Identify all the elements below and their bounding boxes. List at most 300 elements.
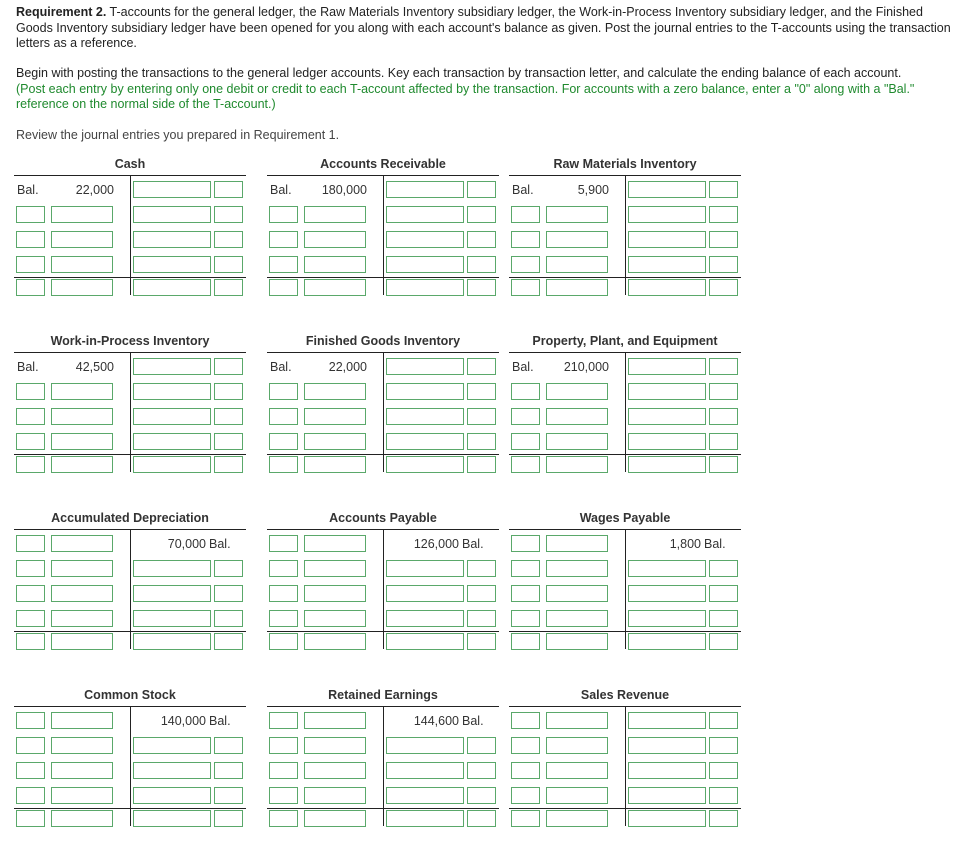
credit-key-input[interactable] bbox=[709, 383, 738, 400]
credit-key-input[interactable] bbox=[709, 610, 738, 627]
debit-key-input[interactable] bbox=[269, 633, 298, 650]
debit-amount-input[interactable] bbox=[546, 408, 608, 425]
debit-key-input[interactable] bbox=[269, 712, 298, 729]
credit-key-input[interactable] bbox=[467, 456, 496, 473]
debit-key-input[interactable] bbox=[511, 231, 540, 248]
credit-key-input[interactable] bbox=[709, 787, 738, 804]
credit-amount-input[interactable] bbox=[386, 383, 464, 400]
debit-amount-input[interactable] bbox=[51, 810, 113, 827]
debit-key-input[interactable] bbox=[269, 585, 298, 602]
debit-key-input[interactable] bbox=[269, 231, 298, 248]
t-account-row bbox=[14, 358, 246, 377]
credit-amount-input[interactable] bbox=[386, 633, 464, 650]
review-instruction: Review the journal entries you prepared in Requirement 1. bbox=[16, 128, 340, 142]
debit-key-input[interactable] bbox=[511, 610, 540, 627]
t-account bbox=[509, 511, 741, 661]
credit-amount-input[interactable] bbox=[133, 408, 211, 425]
credit-key-input[interactable] bbox=[709, 206, 738, 223]
credit-amount-input[interactable] bbox=[133, 456, 211, 473]
credit-amount-input[interactable] bbox=[628, 633, 706, 650]
debit-amount-input[interactable] bbox=[51, 433, 113, 450]
debit-amount-input[interactable] bbox=[546, 206, 608, 223]
credit-key-input[interactable] bbox=[467, 610, 496, 627]
debit-amount-input[interactable] bbox=[546, 231, 608, 248]
debit-amount-input[interactable] bbox=[304, 433, 366, 450]
debit-key-input[interactable] bbox=[511, 585, 540, 602]
debit-key-input[interactable] bbox=[269, 256, 298, 273]
balance-label: Bal. bbox=[462, 714, 484, 728]
t-account-total-rule bbox=[509, 631, 741, 632]
debit-amount-input[interactable] bbox=[546, 762, 608, 779]
t-account-row bbox=[509, 610, 741, 629]
t-account-row bbox=[14, 712, 246, 731]
debit-key-input[interactable] bbox=[16, 762, 45, 779]
debit-key-input[interactable] bbox=[511, 787, 540, 804]
t-account-row bbox=[267, 433, 499, 452]
credit-amount-input[interactable] bbox=[386, 456, 464, 473]
t-account-row bbox=[509, 456, 741, 475]
t-account-row bbox=[509, 787, 741, 806]
debit-key-input[interactable] bbox=[511, 206, 540, 223]
t-account-row bbox=[509, 737, 741, 756]
debit-amount-input[interactable] bbox=[304, 810, 366, 827]
credit-amount-input[interactable] bbox=[133, 231, 211, 248]
balance-label: Bal. bbox=[17, 360, 39, 374]
credit-key-input[interactable] bbox=[214, 762, 243, 779]
t-account-title: Cash bbox=[114, 157, 146, 171]
t-account-row bbox=[267, 787, 499, 806]
credit-amount-input[interactable] bbox=[386, 256, 464, 273]
debit-amount-input[interactable] bbox=[304, 787, 366, 804]
debit-amount-input[interactable] bbox=[304, 408, 366, 425]
credit-amount-input[interactable] bbox=[133, 358, 211, 375]
t-account-row bbox=[267, 737, 499, 756]
t-account bbox=[509, 688, 741, 838]
debit-amount-input[interactable] bbox=[546, 383, 608, 400]
debit-key-input[interactable] bbox=[16, 787, 45, 804]
t-account bbox=[14, 334, 246, 484]
credit-key-input[interactable] bbox=[214, 358, 243, 375]
credit-key-input[interactable] bbox=[214, 408, 243, 425]
t-account-row bbox=[267, 585, 499, 604]
debit-amount-input[interactable] bbox=[304, 610, 366, 627]
debit-amount-input[interactable] bbox=[546, 456, 608, 473]
credit-key-input[interactable] bbox=[709, 231, 738, 248]
debit-amount-input[interactable] bbox=[304, 231, 366, 248]
t-account-row bbox=[267, 408, 499, 427]
credit-amount-input[interactable] bbox=[386, 787, 464, 804]
debit-key-input[interactable] bbox=[269, 810, 298, 827]
t-account-row bbox=[509, 181, 741, 200]
debit-amount-input[interactable] bbox=[51, 206, 113, 223]
credit-amount-input[interactable] bbox=[628, 787, 706, 804]
debit-amount-input[interactable] bbox=[304, 456, 366, 473]
requirement-label: Requirement 2. bbox=[16, 5, 107, 19]
requirement-body: T-accounts for the general ledger, the Raw Materials Inventory subsidiary ledger, the Work-in-Process Inventory subsidiary ledger, and the Finished Goods Inventory subsidiary ledger have been opened for you along with each account's balance as given. Post the journal entries to the T-accounts using the transaction letters as a reference. bbox=[16, 5, 951, 50]
t-account-title: Sales Revenue bbox=[580, 688, 670, 702]
t-account-total-rule bbox=[509, 808, 741, 809]
credit-key-input[interactable] bbox=[467, 810, 496, 827]
credit-key-input[interactable] bbox=[467, 762, 496, 779]
t-account-row bbox=[14, 256, 246, 275]
t-account-title: Accounts Payable bbox=[329, 511, 437, 525]
credit-key-input[interactable] bbox=[709, 585, 738, 602]
debit-key-input[interactable] bbox=[269, 383, 298, 400]
t-account-total-rule bbox=[14, 808, 246, 809]
t-account-row bbox=[14, 206, 246, 225]
t-account-total-rule bbox=[267, 454, 499, 455]
debit-amount-input[interactable] bbox=[51, 408, 113, 425]
t-account-row bbox=[509, 256, 741, 275]
debit-key-input[interactable] bbox=[16, 206, 45, 223]
credit-amount-input[interactable] bbox=[386, 610, 464, 627]
debit-amount-input[interactable] bbox=[51, 456, 113, 473]
credit-amount-input[interactable] bbox=[628, 279, 706, 296]
t-account bbox=[509, 334, 741, 484]
credit-key-input[interactable] bbox=[214, 610, 243, 627]
credit-key-input[interactable] bbox=[467, 231, 496, 248]
debit-key-input[interactable] bbox=[269, 535, 298, 552]
t-account-row bbox=[267, 206, 499, 225]
credit-amount-input[interactable] bbox=[386, 279, 464, 296]
credit-amount-input[interactable] bbox=[628, 712, 706, 729]
debit-amount-input[interactable] bbox=[51, 737, 113, 754]
credit-key-input[interactable] bbox=[214, 787, 243, 804]
credit-key-input[interactable] bbox=[214, 206, 243, 223]
t-account bbox=[267, 511, 499, 661]
credit-amount-input[interactable] bbox=[133, 560, 211, 577]
debit-amount-input[interactable] bbox=[546, 610, 608, 627]
balance-label: Bal. bbox=[270, 360, 292, 374]
credit-key-input[interactable] bbox=[214, 456, 243, 473]
debit-amount-input[interactable] bbox=[304, 383, 366, 400]
credit-amount-input[interactable] bbox=[386, 181, 464, 198]
debit-key-input[interactable] bbox=[16, 712, 45, 729]
t-account-row bbox=[267, 810, 499, 829]
credit-amount-input[interactable] bbox=[386, 810, 464, 827]
credit-amount-input[interactable] bbox=[133, 737, 211, 754]
credit-key-input[interactable] bbox=[214, 279, 243, 296]
credit-amount-input[interactable] bbox=[133, 633, 211, 650]
credit-amount-input[interactable] bbox=[628, 383, 706, 400]
debit-key-input[interactable] bbox=[511, 433, 540, 450]
credit-amount-input[interactable] bbox=[133, 279, 211, 296]
credit-key-input[interactable] bbox=[467, 206, 496, 223]
balance-label: Bal. bbox=[512, 360, 534, 374]
t-account-row bbox=[509, 585, 741, 604]
debit-key-input[interactable] bbox=[16, 279, 45, 296]
credit-key-input[interactable] bbox=[467, 433, 496, 450]
debit-amount-input[interactable] bbox=[304, 279, 366, 296]
debit-key-input[interactable] bbox=[511, 810, 540, 827]
credit-key-input[interactable] bbox=[467, 408, 496, 425]
debit-amount-input[interactable] bbox=[546, 560, 608, 577]
credit-key-input[interactable] bbox=[709, 256, 738, 273]
debit-amount-input[interactable] bbox=[51, 787, 113, 804]
credit-amount-input[interactable] bbox=[133, 383, 211, 400]
debit-amount-input[interactable] bbox=[51, 256, 113, 273]
debit-key-input[interactable] bbox=[16, 231, 45, 248]
credit-key-input[interactable] bbox=[709, 408, 738, 425]
debit-key-input[interactable] bbox=[269, 456, 298, 473]
credit-key-input[interactable] bbox=[214, 383, 243, 400]
debit-key-input[interactable] bbox=[16, 408, 45, 425]
credit-key-input[interactable] bbox=[214, 181, 243, 198]
debit-amount-input[interactable] bbox=[51, 762, 113, 779]
t-account-row bbox=[14, 560, 246, 579]
debit-key-input[interactable] bbox=[16, 810, 45, 827]
debit-amount-input[interactable] bbox=[51, 712, 113, 729]
credit-key-input[interactable] bbox=[467, 737, 496, 754]
t-account bbox=[267, 157, 499, 307]
credit-key-input[interactable] bbox=[709, 633, 738, 650]
debit-key-input[interactable] bbox=[269, 762, 298, 779]
credit-amount-input[interactable] bbox=[628, 810, 706, 827]
debit-amount-input[interactable] bbox=[51, 560, 113, 577]
credit-key-input[interactable] bbox=[467, 383, 496, 400]
t-account-row bbox=[14, 633, 246, 652]
credit-amount-input[interactable] bbox=[386, 206, 464, 223]
debit-amount-input[interactable] bbox=[546, 712, 608, 729]
debit-key-input[interactable] bbox=[16, 560, 45, 577]
debit-key-input[interactable] bbox=[16, 633, 45, 650]
debit-amount-input[interactable] bbox=[51, 535, 113, 552]
credit-amount-input[interactable] bbox=[133, 206, 211, 223]
balance-value: 126,000 bbox=[413, 537, 459, 551]
debit-key-input[interactable] bbox=[511, 279, 540, 296]
debit-amount-input[interactable] bbox=[304, 633, 366, 650]
debit-amount-input[interactable] bbox=[304, 762, 366, 779]
t-account-row bbox=[509, 560, 741, 579]
credit-amount-input[interactable] bbox=[628, 610, 706, 627]
credit-key-input[interactable] bbox=[214, 560, 243, 577]
credit-amount-input[interactable] bbox=[386, 231, 464, 248]
debit-amount-input[interactable] bbox=[51, 610, 113, 627]
t-account-row bbox=[509, 358, 741, 377]
credit-key-input[interactable] bbox=[467, 256, 496, 273]
t-account-row bbox=[267, 762, 499, 781]
t-account-row bbox=[267, 181, 499, 200]
credit-key-input[interactable] bbox=[709, 810, 738, 827]
balance-value: 42,500 bbox=[75, 360, 114, 374]
posting-note: (Post each entry by entering only one debit or credit to each T-account affected by the transaction. For accounts with a zero balance, enter a "0" along with a "Bal." reference on the normal side of the T-account.) bbox=[16, 81, 915, 111]
credit-key-input[interactable] bbox=[709, 181, 738, 198]
t-account-row bbox=[14, 279, 246, 298]
credit-amount-input[interactable] bbox=[386, 560, 464, 577]
debit-amount-input[interactable] bbox=[304, 712, 366, 729]
t-account-row bbox=[267, 358, 499, 377]
debit-amount-input[interactable] bbox=[51, 633, 113, 650]
t-account-row bbox=[509, 231, 741, 250]
credit-key-input[interactable] bbox=[709, 712, 738, 729]
debit-amount-input[interactable] bbox=[51, 585, 113, 602]
credit-key-input[interactable] bbox=[467, 585, 496, 602]
credit-amount-input[interactable] bbox=[386, 762, 464, 779]
debit-key-input[interactable] bbox=[511, 408, 540, 425]
debit-amount-input[interactable] bbox=[304, 535, 366, 552]
t-account-row bbox=[267, 456, 499, 475]
t-account-row bbox=[267, 256, 499, 275]
debit-amount-input[interactable] bbox=[546, 433, 608, 450]
credit-key-input[interactable] bbox=[214, 737, 243, 754]
credit-key-input[interactable] bbox=[709, 762, 738, 779]
begin-text: Begin with posting the transactions to the general ledger accounts. Key each transaction by transaction letter, and calculate the ending balance of each account. bbox=[16, 66, 902, 80]
debit-key-input[interactable] bbox=[511, 737, 540, 754]
debit-key-input[interactable] bbox=[269, 787, 298, 804]
credit-amount-input[interactable] bbox=[628, 585, 706, 602]
debit-key-input[interactable] bbox=[269, 206, 298, 223]
balance-label: Bal. bbox=[17, 183, 39, 197]
credit-amount-input[interactable] bbox=[628, 456, 706, 473]
debit-amount-input[interactable] bbox=[304, 737, 366, 754]
credit-key-input[interactable] bbox=[709, 737, 738, 754]
credit-key-input[interactable] bbox=[709, 456, 738, 473]
t-account-row bbox=[14, 610, 246, 629]
credit-amount-input[interactable] bbox=[628, 408, 706, 425]
credit-key-input[interactable] bbox=[467, 279, 496, 296]
t-account-row bbox=[267, 231, 499, 250]
credit-amount-input[interactable] bbox=[133, 610, 211, 627]
t-account-row bbox=[267, 633, 499, 652]
debit-amount-input[interactable] bbox=[304, 206, 366, 223]
debit-amount-input[interactable] bbox=[304, 256, 366, 273]
debit-key-input[interactable] bbox=[16, 585, 45, 602]
credit-amount-input[interactable] bbox=[133, 181, 211, 198]
credit-amount-input[interactable] bbox=[133, 256, 211, 273]
t-account-title: Accumulated Depreciation bbox=[51, 511, 209, 525]
t-account-row bbox=[14, 181, 246, 200]
credit-key-input[interactable] bbox=[467, 633, 496, 650]
t-account bbox=[267, 688, 499, 838]
credit-amount-input[interactable] bbox=[386, 585, 464, 602]
t-account-row bbox=[14, 456, 246, 475]
debit-key-input[interactable] bbox=[16, 737, 45, 754]
debit-amount-input[interactable] bbox=[546, 535, 608, 552]
credit-amount-input[interactable] bbox=[628, 433, 706, 450]
debit-amount-input[interactable] bbox=[51, 279, 113, 296]
debit-amount-input[interactable] bbox=[546, 787, 608, 804]
credit-amount-input[interactable] bbox=[133, 585, 211, 602]
balance-label: Bal. bbox=[209, 537, 231, 551]
credit-amount-input[interactable] bbox=[386, 408, 464, 425]
credit-key-input[interactable] bbox=[214, 585, 243, 602]
credit-amount-input[interactable] bbox=[628, 762, 706, 779]
debit-amount-input[interactable] bbox=[304, 585, 366, 602]
t-account-row bbox=[509, 433, 741, 452]
debit-amount-input[interactable] bbox=[546, 585, 608, 602]
credit-amount-input[interactable] bbox=[133, 433, 211, 450]
credit-amount-input[interactable] bbox=[133, 787, 211, 804]
credit-key-input[interactable] bbox=[467, 560, 496, 577]
debit-amount-input[interactable] bbox=[304, 560, 366, 577]
credit-key-input[interactable] bbox=[709, 560, 738, 577]
credit-key-input[interactable] bbox=[214, 256, 243, 273]
debit-key-input[interactable] bbox=[16, 256, 45, 273]
debit-key-input[interactable] bbox=[511, 633, 540, 650]
debit-amount-input[interactable] bbox=[51, 383, 113, 400]
credit-key-input[interactable] bbox=[709, 433, 738, 450]
credit-key-input[interactable] bbox=[467, 787, 496, 804]
debit-key-input[interactable] bbox=[511, 560, 540, 577]
credit-key-input[interactable] bbox=[467, 181, 496, 198]
debit-key-input[interactable] bbox=[511, 456, 540, 473]
debit-key-input[interactable] bbox=[511, 535, 540, 552]
credit-amount-input[interactable] bbox=[628, 737, 706, 754]
credit-amount-input[interactable] bbox=[386, 737, 464, 754]
credit-key-input[interactable] bbox=[709, 279, 738, 296]
debit-amount-input[interactable] bbox=[546, 737, 608, 754]
credit-amount-input[interactable] bbox=[628, 256, 706, 273]
debit-amount-input[interactable] bbox=[546, 810, 608, 827]
debit-key-input[interactable] bbox=[511, 383, 540, 400]
t-account-row bbox=[267, 712, 499, 731]
credit-key-input[interactable] bbox=[214, 433, 243, 450]
t-account-row bbox=[267, 610, 499, 629]
balance-value: 5,900 bbox=[577, 183, 609, 197]
t-account-total-rule bbox=[267, 808, 499, 809]
debit-amount-input[interactable] bbox=[546, 633, 608, 650]
credit-key-input[interactable] bbox=[214, 810, 243, 827]
debit-key-input[interactable] bbox=[269, 737, 298, 754]
t-account-row bbox=[509, 279, 741, 298]
credit-amount-input[interactable] bbox=[628, 231, 706, 248]
credit-amount-input[interactable] bbox=[628, 206, 706, 223]
debit-amount-input[interactable] bbox=[546, 279, 608, 296]
t-account-row bbox=[14, 383, 246, 402]
debit-key-input[interactable] bbox=[511, 712, 540, 729]
t-account-row bbox=[14, 737, 246, 756]
balance-value: 70,000 bbox=[167, 537, 206, 551]
t-account-row bbox=[267, 383, 499, 402]
credit-key-input[interactable] bbox=[467, 358, 496, 375]
credit-amount-input[interactable] bbox=[386, 358, 464, 375]
credit-amount-input[interactable] bbox=[386, 433, 464, 450]
t-account bbox=[14, 157, 246, 307]
debit-key-input[interactable] bbox=[269, 279, 298, 296]
t-account bbox=[509, 157, 741, 307]
credit-key-input[interactable] bbox=[214, 231, 243, 248]
debit-key-input[interactable] bbox=[16, 383, 45, 400]
credit-amount-input[interactable] bbox=[628, 560, 706, 577]
balance-label: Bal. bbox=[209, 714, 231, 728]
credit-amount-input[interactable] bbox=[133, 762, 211, 779]
credit-key-input[interactable] bbox=[709, 358, 738, 375]
debit-key-input[interactable] bbox=[269, 408, 298, 425]
balance-value: 144,600 bbox=[413, 714, 459, 728]
debit-key-input[interactable] bbox=[16, 456, 45, 473]
t-account-title: Common Stock bbox=[84, 688, 176, 702]
credit-amount-input[interactable] bbox=[628, 358, 706, 375]
debit-key-input[interactable] bbox=[16, 433, 45, 450]
debit-key-input[interactable] bbox=[511, 256, 540, 273]
requirement-text bbox=[16, 5, 956, 52]
debit-amount-input[interactable] bbox=[546, 256, 608, 273]
balance-value: 140,000 bbox=[160, 714, 206, 728]
t-account-row bbox=[14, 787, 246, 806]
debit-key-input[interactable] bbox=[511, 762, 540, 779]
debit-key-input[interactable] bbox=[16, 535, 45, 552]
t-account-row bbox=[509, 762, 741, 781]
credit-key-input[interactable] bbox=[214, 633, 243, 650]
credit-amount-input[interactable] bbox=[628, 181, 706, 198]
t-account-row bbox=[267, 279, 499, 298]
debit-amount-input[interactable] bbox=[51, 231, 113, 248]
debit-key-input[interactable] bbox=[269, 560, 298, 577]
debit-key-input[interactable] bbox=[269, 610, 298, 627]
debit-key-input[interactable] bbox=[269, 433, 298, 450]
debit-key-input[interactable] bbox=[16, 610, 45, 627]
credit-amount-input[interactable] bbox=[133, 810, 211, 827]
